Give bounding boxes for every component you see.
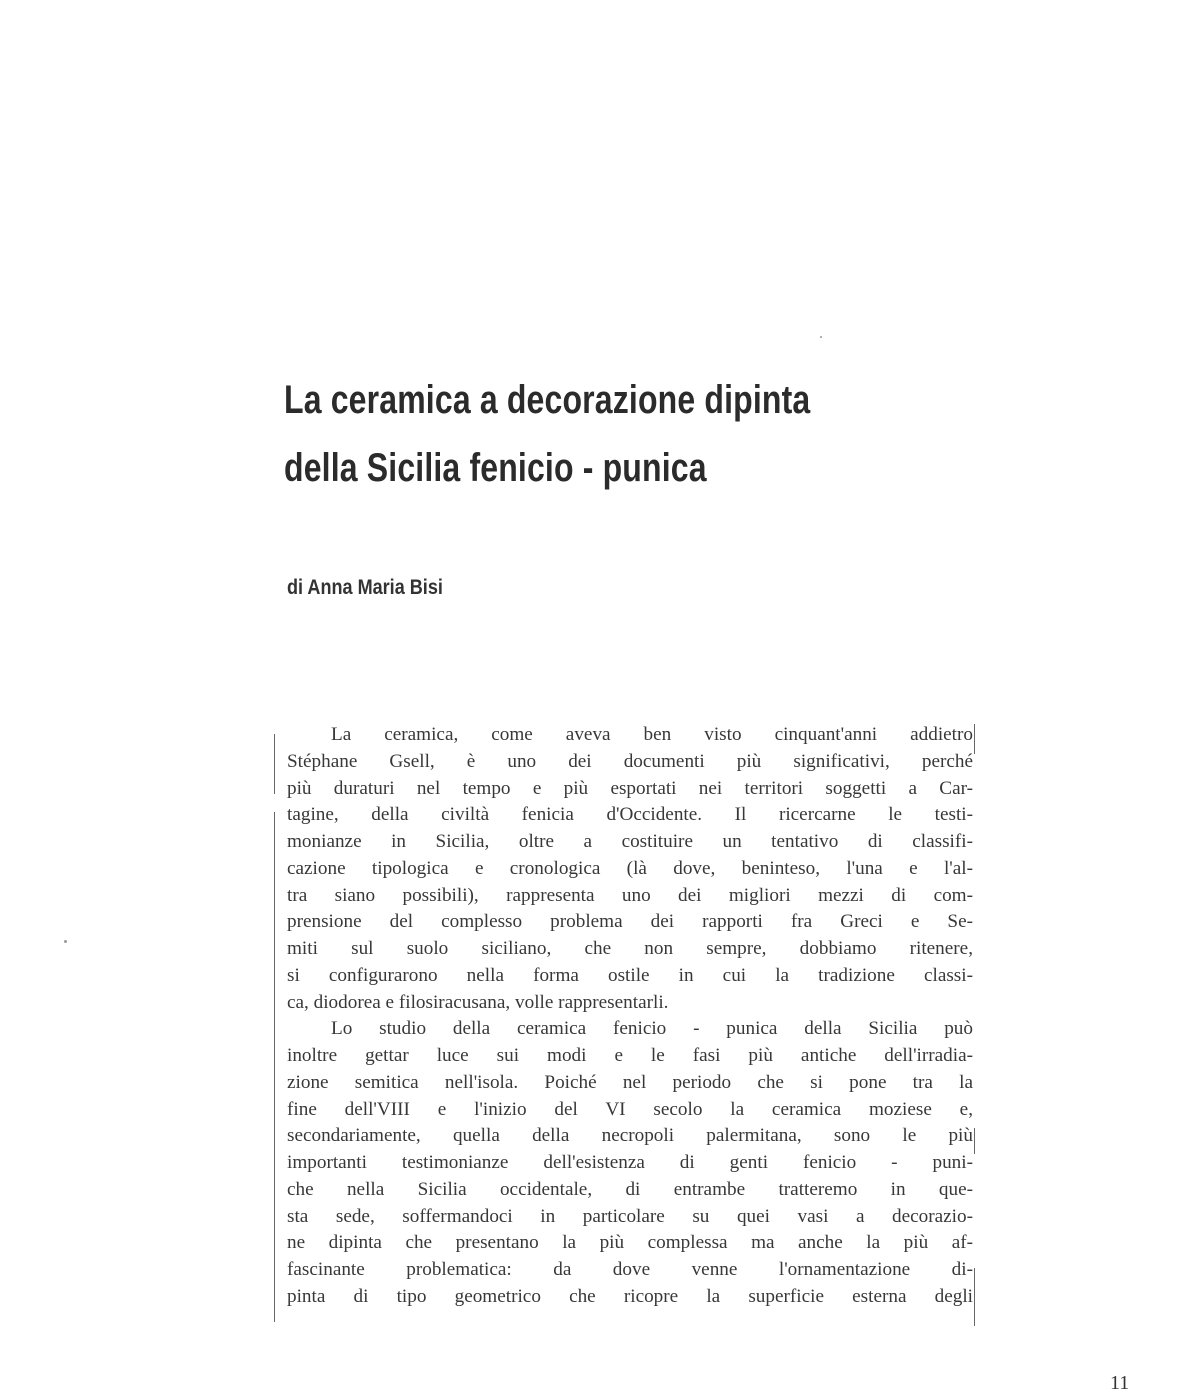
body-line: importanti testimonianze dell'esistenza di genti fenicio - puni-	[287, 1152, 973, 1173]
body-line: Stéphane Gsell, è uno dei documenti più significativi, perché	[287, 750, 973, 772]
left-margin-rule	[274, 734, 275, 794]
body-line: tra siano possibili), rappresenta uno dei migliori mezzi di com-	[287, 884, 973, 906]
body-line: che nella Sicilia occidentale, di entrambe tratteremo in que-	[287, 1178, 973, 1200]
body-line: si configurarono nella forma ostile in cui la tradizione classi-	[287, 964, 973, 986]
right-margin-rule	[974, 1268, 975, 1326]
article-body	[287, 722, 973, 1311]
body-line: più duraturi nel tempo e più esportati nei territori soggetti a Car-	[287, 777, 973, 799]
body-line: inoltre gettar luce sui modi e le fasi più antiche dell'irradia-	[287, 1045, 973, 1066]
title-line-2: della Sicilia fenicio - punica	[284, 446, 707, 490]
body-line: tagine, della civiltà fenicia d'Occidente. Il ricercarne le testi-	[287, 804, 973, 826]
body-line: pinta di tipo geometrico che ricopre la superficie esterna degli	[287, 1285, 973, 1307]
body-line: La ceramica, come aveva ben visto cinquant'anni addietro	[331, 724, 973, 745]
body-line: ca, diodorea e filosiracusana, volle rappresentarli.	[287, 991, 669, 1013]
body-line: ne dipinta che presentano la più complessa ma anche la più af-	[287, 1232, 973, 1254]
body-line: Lo studio della ceramica fenicio - punica della Sicilia può	[331, 1018, 973, 1040]
scan-speck	[64, 940, 67, 943]
page-number: 11	[1110, 1372, 1130, 1394]
body-line: miti sul suolo siciliano, che non sempre, dobbiamo ritenere,	[287, 938, 973, 959]
body-line: secondariamente, quella della necropoli palermitana, sono le più	[287, 1125, 973, 1147]
right-margin-rule	[974, 1128, 975, 1154]
body-line: monianze in Sicilia, oltre a costituire un tentativo di classifi-	[287, 831, 973, 852]
scan-speck	[820, 336, 822, 338]
body-line: cazione tipologica e cronologica (là dove, beninteso, l'una e l'al-	[287, 857, 973, 879]
body-line: sta sede, soffermandoci in particolare su quei vasi a decorazio-	[287, 1205, 973, 1227]
left-margin-rule	[274, 812, 275, 1322]
body-line: zione semitica nell'isola. Poiché nel periodo che si pone tra la	[287, 1071, 973, 1093]
author-byline: di Anna Maria Bisi	[287, 576, 443, 599]
title-line-1: La ceramica a decorazione dipinta	[284, 378, 811, 422]
body-line: fascinante problematica: da dove venne l'ornamentazione di-	[287, 1259, 973, 1280]
article-title	[284, 366, 984, 502]
body-line: prensione del complesso problema dei rapporti fra Greci e Se-	[287, 911, 973, 933]
right-margin-rule	[974, 724, 975, 754]
body-line: fine dell'VIII e l'inizio del VI secolo la ceramica moziese e,	[287, 1098, 973, 1120]
